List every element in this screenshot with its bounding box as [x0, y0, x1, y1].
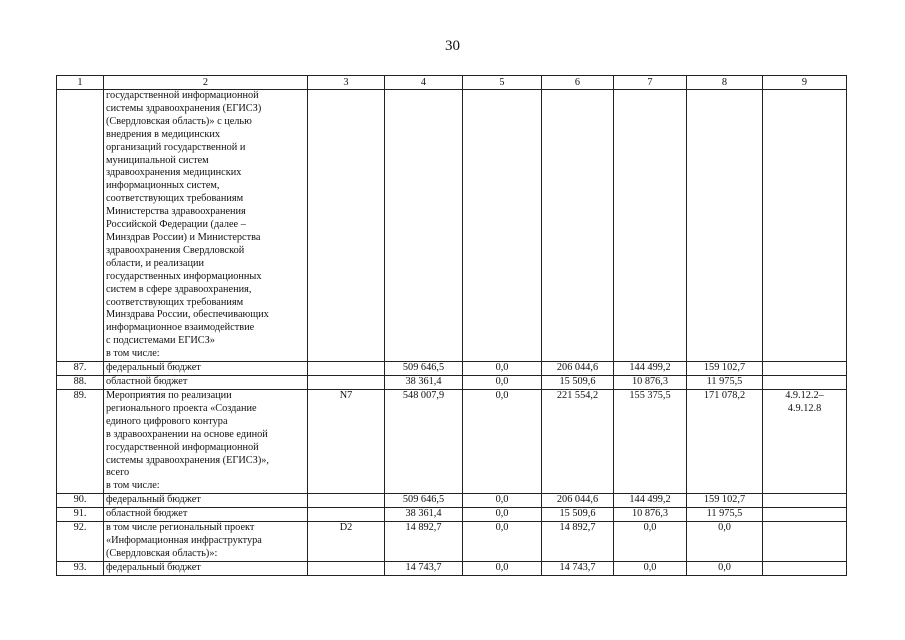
value-cell: 0,0 — [687, 562, 763, 576]
value-cell — [463, 90, 542, 362]
value-cell: 144 499,2 — [614, 494, 687, 508]
description-cell: государственной информационной системы здравоохранения (ЕГИСЗ) (Свердловская область)» с целью внедрения в медицинских организаций государственной и муниципальной систем здравоохранения медицинских информационных систем, соответствующих требованиям Министерства здравоохранения Российской Федерации (далее – Минздрав России) и Министерства здравоохранения Свердловской области, и реализации государственных информационных систем в сфере здравоохранения, соответствующих требованиям Минздрава России, обеспечивающих информационное взаимодействие с подсистемами ЕГИСЗ» в том числе: — [104, 90, 308, 362]
header-cell: 6 — [542, 76, 614, 90]
table-row — [57, 522, 847, 562]
header-cell: 8 — [687, 76, 763, 90]
value-cell: 0,0 — [614, 562, 687, 576]
value-cell: 155 375,5 — [614, 390, 687, 494]
row-number-cell: 89. — [57, 390, 104, 494]
value-cell — [687, 90, 763, 362]
value-cell — [385, 90, 463, 362]
row-number-cell: 93. — [57, 562, 104, 576]
header-cell: 3 — [308, 76, 385, 90]
row-number-cell: 87. — [57, 362, 104, 376]
row-number-cell: 91. — [57, 508, 104, 522]
row-number-cell: 88. — [57, 376, 104, 390]
table-row — [57, 508, 847, 522]
table-row — [57, 494, 847, 508]
table-row — [57, 362, 847, 376]
value-cell: 14 743,7 — [385, 562, 463, 576]
value-cell: 38 361,4 — [385, 376, 463, 390]
value-cell: 171 078,2 — [687, 390, 763, 494]
code-cell — [308, 562, 385, 576]
description-cell: федеральный бюджет — [104, 562, 308, 576]
code-cell — [308, 90, 385, 362]
value-cell: 206 044,6 — [542, 494, 614, 508]
value-cell: 509 646,5 — [385, 362, 463, 376]
code-cell — [308, 508, 385, 522]
reference-cell: 4.9.12.2– 4.9.12.8 — [763, 390, 847, 494]
value-cell: 0,0 — [463, 494, 542, 508]
reference-cell — [763, 362, 847, 376]
row-number-cell — [57, 90, 104, 362]
value-cell: 0,0 — [463, 376, 542, 390]
header-cell: 1 — [57, 76, 104, 90]
code-cell — [308, 494, 385, 508]
reference-cell — [763, 90, 847, 362]
reference-cell — [763, 508, 847, 522]
value-cell: 509 646,5 — [385, 494, 463, 508]
code-cell: D2 — [308, 522, 385, 562]
value-cell: 159 102,7 — [687, 362, 763, 376]
reference-cell — [763, 494, 847, 508]
description-cell: областной бюджет — [104, 508, 308, 522]
value-cell: 10 876,3 — [614, 508, 687, 522]
value-cell: 0,0 — [463, 362, 542, 376]
value-cell: 0,0 — [463, 390, 542, 494]
value-cell — [542, 90, 614, 362]
table-row — [57, 390, 847, 494]
table-row — [57, 562, 847, 576]
value-cell — [614, 90, 687, 362]
header-cell: 2 — [104, 76, 308, 90]
table-row — [57, 90, 847, 362]
description-cell: Мероприятия по реализации регионального проекта «Создание единого цифрового контура в здравоохранении на основе единой государственной информационной системы здравоохранения (ЕГИСЗ)», всего в том числе: — [104, 390, 308, 494]
value-cell: 38 361,4 — [385, 508, 463, 522]
value-cell: 0,0 — [463, 522, 542, 562]
value-cell: 14 743,7 — [542, 562, 614, 576]
value-cell: 14 892,7 — [542, 522, 614, 562]
page-number: 30 — [445, 38, 460, 54]
code-cell — [308, 376, 385, 390]
header-cell: 7 — [614, 76, 687, 90]
value-cell: 11 975,5 — [687, 508, 763, 522]
reference-cell — [763, 562, 847, 576]
code-cell: N7 — [308, 390, 385, 494]
description-cell: федеральный бюджет — [104, 494, 308, 508]
value-cell: 0,0 — [463, 508, 542, 522]
reference-cell — [763, 376, 847, 390]
table-header-row — [57, 76, 847, 90]
description-cell: федеральный бюджет — [104, 362, 308, 376]
value-cell: 10 876,3 — [614, 376, 687, 390]
table-row — [57, 376, 847, 390]
value-cell: 221 554,2 — [542, 390, 614, 494]
description-cell: областной бюджет — [104, 376, 308, 390]
value-cell: 548 007,9 — [385, 390, 463, 494]
value-cell: 14 892,7 — [385, 522, 463, 562]
description-cell: в том числе региональный проект «Информационная инфраструктура (Свердловская область)»: — [104, 522, 308, 562]
reference-cell — [763, 522, 847, 562]
value-cell: 144 499,2 — [614, 362, 687, 376]
value-cell: 15 509,6 — [542, 376, 614, 390]
header-cell: 4 — [385, 76, 463, 90]
value-cell: 11 975,5 — [687, 376, 763, 390]
value-cell: 206 044,6 — [542, 362, 614, 376]
budget-table — [56, 75, 847, 576]
value-cell: 159 102,7 — [687, 494, 763, 508]
value-cell: 0,0 — [614, 522, 687, 562]
value-cell: 0,0 — [463, 562, 542, 576]
row-number-cell: 92. — [57, 522, 104, 562]
header-cell: 9 — [763, 76, 847, 90]
value-cell: 15 509,6 — [542, 508, 614, 522]
header-cell: 5 — [463, 76, 542, 90]
value-cell: 0,0 — [687, 522, 763, 562]
row-number-cell: 90. — [57, 494, 104, 508]
code-cell — [308, 362, 385, 376]
